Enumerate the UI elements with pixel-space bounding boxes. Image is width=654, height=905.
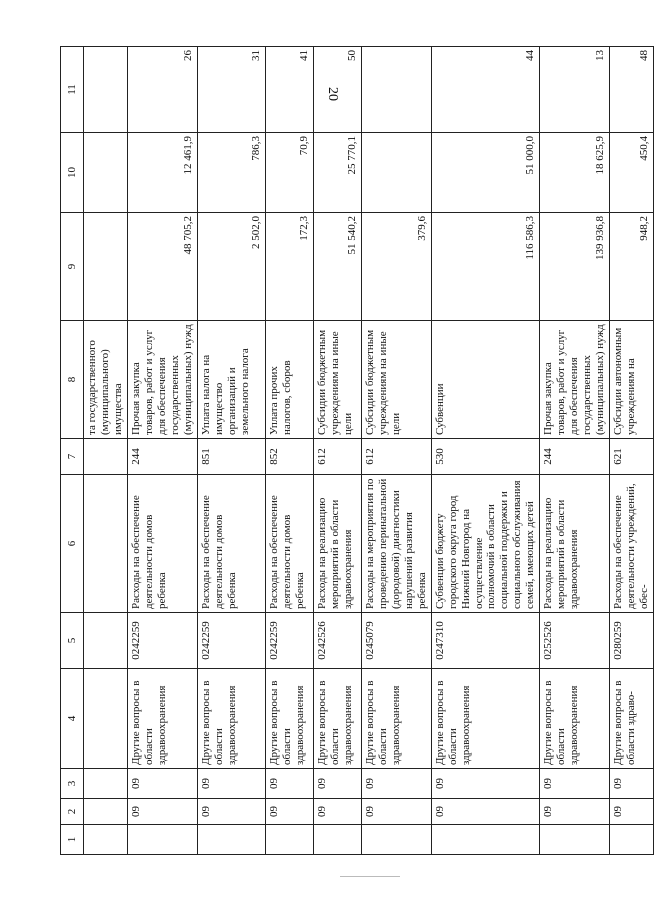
row-marker-cell [84, 825, 128, 855]
percent-cell: 50 [313, 47, 361, 133]
section-cell: 09 [610, 799, 654, 825]
expense-type-name-cell: Субвенции [431, 321, 540, 439]
percent-cell: 26 [127, 47, 197, 133]
subsection-cell: 09 [197, 769, 265, 799]
plan-amount-cell: 116 586,3 [431, 213, 540, 321]
table-wrapper [60, 47, 651, 855]
section-cell: 09 [265, 799, 313, 825]
subsection-name-cell: Другие вопросы в области здравоохранения [431, 669, 540, 769]
table-row [84, 47, 128, 855]
row-marker-cell [197, 825, 265, 855]
subsection-cell: 09 [610, 769, 654, 799]
section-cell: 09 [313, 799, 361, 825]
budget-table [60, 46, 654, 855]
percent-cell: 48 [610, 47, 654, 133]
table-row [127, 47, 197, 855]
target-item-cell: 0280259 [610, 613, 654, 669]
expense-type-cell [84, 439, 128, 475]
column-header-5: 5 [61, 613, 84, 669]
subsection-name-cell: Другие вопросы в области здравоохранения [361, 669, 431, 769]
column-header-1: 1 [61, 825, 84, 855]
column-header-8: 8 [61, 321, 84, 439]
subsection-cell: 09 [431, 769, 540, 799]
row-marker-cell [313, 825, 361, 855]
row-marker-cell [265, 825, 313, 855]
row-marker-cell [361, 825, 431, 855]
page-number-text: 20 [325, 87, 340, 101]
row-marker-cell [127, 825, 197, 855]
percent-cell [361, 47, 431, 133]
table-row [431, 47, 540, 855]
subsection-name-cell: Другие вопросы в области здравоохранения [197, 669, 265, 769]
target-item-cell: 0242259 [197, 613, 265, 669]
column-header-10: 10 [61, 133, 84, 213]
target-item-cell: 0247310 [431, 613, 540, 669]
subsection-name-cell: Другие вопросы в области здравоохранения [313, 669, 361, 769]
plan-amount-cell: 172,3 [265, 213, 313, 321]
expense-type-name-cell: Прочая закупка товаров, работ и услуг для обеспечения государственных (муниципальных) нужд [127, 321, 197, 439]
plan-amount-cell: 139 936,8 [540, 213, 610, 321]
target-item-cell: 0245079 [361, 613, 431, 669]
section-cell: 09 [540, 799, 610, 825]
table-row [540, 47, 610, 855]
table-row [313, 47, 361, 855]
subsection-name-cell: Другие вопросы в области здравоохранения [265, 669, 313, 769]
row-marker-cell [431, 825, 540, 855]
percent-cell: 31 [197, 47, 265, 133]
expense-type-cell: 612 [313, 439, 361, 475]
percent-cell: 13 [540, 47, 610, 133]
subsection-cell: 09 [361, 769, 431, 799]
target-item-name-cell [84, 475, 128, 613]
target-item-cell: 0252526 [540, 613, 610, 669]
row-marker-cell [540, 825, 610, 855]
row-marker-cell [610, 825, 654, 855]
subsection-name-cell: Другие вопросы в области здравоохранения [127, 669, 197, 769]
expense-type-name-cell: Прочая закупка товаров, работ и услуг для обеспечения государственных (муниципальных) нужд [540, 321, 610, 439]
column-header-4: 4 [61, 669, 84, 769]
target-item-cell: 0242526 [313, 613, 361, 669]
expense-type-name-cell: Уплата прочих налогов, сборов [265, 321, 313, 439]
column-header-11: 11 [61, 47, 84, 133]
executed-amount-cell: 786,3 [197, 133, 265, 213]
expense-type-cell: 852 [265, 439, 313, 475]
expense-type-cell: 621 [610, 439, 654, 475]
column-header-3: 3 [61, 769, 84, 799]
table-row [610, 47, 654, 855]
executed-amount-cell: 25 770,1 [313, 133, 361, 213]
subsection-name-cell: Другие вопросы в области здраво- [610, 669, 654, 769]
plan-amount-cell: 379,6 [361, 213, 431, 321]
subsection-name-cell: Другие вопросы в области здравоохранения [540, 669, 610, 769]
section-cell: 09 [127, 799, 197, 825]
section-cell: 09 [197, 799, 265, 825]
target-item-name-cell: Расходы на обеспечение деятельности домов ребенка [265, 475, 313, 613]
expense-type-cell: 244 [127, 439, 197, 475]
target-item-name-cell: Расходы на реализацию мероприятий в области здравоохранения [540, 475, 610, 613]
executed-amount-cell: 450,4 [610, 133, 654, 213]
target-item-name-cell: Расходы на обеспечение деятельности учреждений, обес- [610, 475, 654, 613]
table-row [197, 47, 265, 855]
column-header-row [61, 47, 84, 855]
plan-amount-cell: 48 705,2 [127, 213, 197, 321]
target-item-name-cell: Расходы на обеспечение деятельности домов ребенка [127, 475, 197, 613]
percent-cell: 41 [265, 47, 313, 133]
target-item-name-cell: Субвенции бюджету городского округа город Нижний Новгород на осуществление полномочий в области социальной поддержки и социального обслуживания семей, имеющих детей [431, 475, 540, 613]
subsection-cell [84, 769, 128, 799]
plan-amount-cell: 2 502,0 [197, 213, 265, 321]
expense-type-cell: 244 [540, 439, 610, 475]
column-header-6: 6 [61, 475, 84, 613]
table-row [265, 47, 313, 855]
target-item-name-cell: Расходы на мероприятия по проведению перинатальной (дородовой) диагностики нарушений развития ребенка [361, 475, 431, 613]
expense-type-name-cell: Субсидии бюджетным учреждениям на иные цели [361, 321, 431, 439]
target-item-cell: 0242259 [265, 613, 313, 669]
subsection-cell: 09 [313, 769, 361, 799]
column-header-9: 9 [61, 213, 84, 321]
subsection-cell: 09 [265, 769, 313, 799]
percent-cell: 44 [431, 47, 540, 133]
subsection-name-cell [84, 669, 128, 769]
table-body [84, 47, 654, 855]
executed-amount-cell: 18 625,9 [540, 133, 610, 213]
executed-amount-cell: 51 000,0 [431, 133, 540, 213]
expense-type-name-cell: Субсидии автономным учреждениям на [610, 321, 654, 439]
expense-type-name-cell: та государственного (муниципального) имущества [84, 321, 128, 439]
target-item-name-cell: Расходы на реализацию мероприятий в области здравоохранения [313, 475, 361, 613]
column-header-7: 7 [61, 439, 84, 475]
column-header-2: 2 [61, 799, 84, 825]
subsection-cell: 09 [127, 769, 197, 799]
expense-type-name-cell: Уплата налога на имущество организаций и земельного налога [197, 321, 265, 439]
table-row [361, 47, 431, 855]
executed-amount-cell [84, 133, 128, 213]
plan-amount-cell: 948,2 [610, 213, 654, 321]
executed-amount-cell [361, 133, 431, 213]
section-cell: 09 [361, 799, 431, 825]
subsection-cell: 09 [540, 769, 610, 799]
executed-amount-cell: 70,9 [265, 133, 313, 213]
plan-amount-cell [84, 213, 128, 321]
expense-type-name-cell: Субсидии бюджетным учреждениям на иные цели [313, 321, 361, 439]
section-cell [84, 799, 128, 825]
expense-type-cell: 851 [197, 439, 265, 475]
plan-amount-cell: 51 540,2 [313, 213, 361, 321]
scan-mark [340, 876, 400, 877]
percent-cell [84, 47, 128, 133]
expense-type-cell: 530 [431, 439, 540, 475]
target-item-name-cell: Расходы на обеспечение деятельности домов ребенка [197, 475, 265, 613]
section-cell: 09 [431, 799, 540, 825]
target-item-cell: 0242259 [127, 613, 197, 669]
expense-type-cell: 612 [361, 439, 431, 475]
executed-amount-cell: 12 461,9 [127, 133, 197, 213]
target-item-cell [84, 613, 128, 669]
